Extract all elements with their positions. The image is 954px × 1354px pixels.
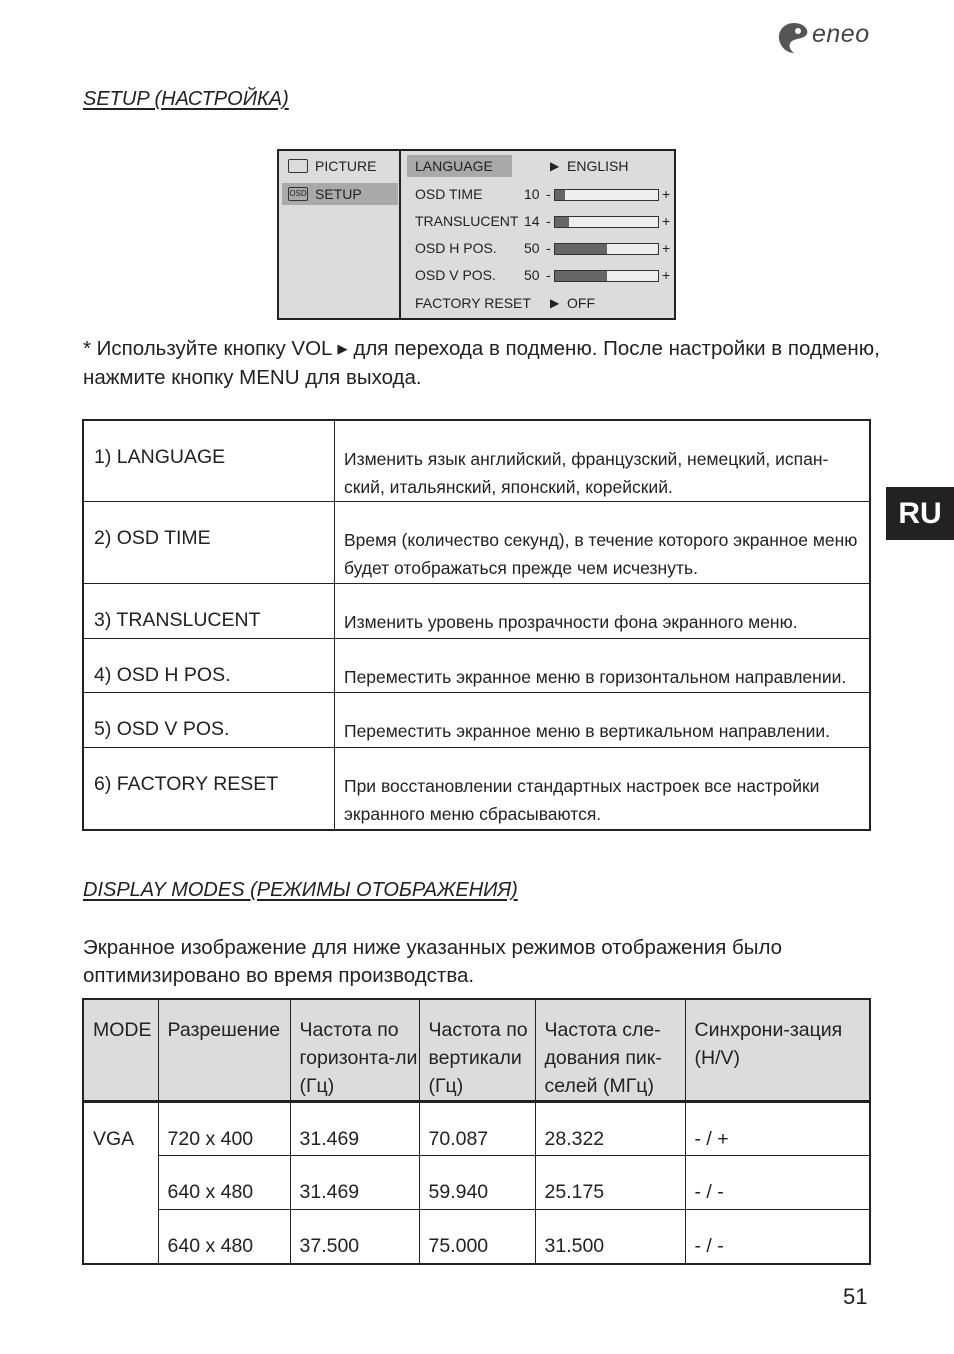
section-title-setup: SETUP (НАСТРОЙКА)	[83, 88, 289, 110]
osd-slider-fill	[555, 271, 607, 281]
minus-sign: -	[546, 240, 551, 256]
column-header: Разрешение	[158, 999, 290, 1102]
setting-name: 4) OSD H POS.	[83, 639, 335, 693]
osd-slider-bar	[554, 216, 659, 228]
eneo-logo-mark	[776, 20, 812, 56]
eneo-logo	[776, 18, 886, 58]
column-header: Частота сле-дования пик-селей (МГц)	[535, 999, 685, 1102]
osd-row-label: OSD H POS.	[415, 240, 497, 256]
table-row	[83, 1102, 870, 1156]
column-header: Частота по горизонта-ли (Гц)	[290, 999, 419, 1102]
osd-slider-bar	[554, 243, 659, 255]
osd-row-v-pos	[407, 264, 672, 286]
osd-row-label: TRANSLUCENT	[415, 213, 519, 229]
minus-sign: -	[546, 213, 551, 229]
page-number: 51	[843, 1284, 868, 1309]
table-header-row	[83, 999, 870, 1102]
osd-menu	[277, 149, 676, 320]
osd-row-h-pos	[407, 237, 672, 259]
table-cell: - / -	[685, 1156, 870, 1210]
table-cell: 31.500	[535, 1210, 685, 1264]
osd-row-osd-time	[407, 183, 672, 205]
osd-slider-bar	[554, 189, 659, 201]
plus-sign: +	[662, 267, 671, 283]
table-cell: 720 x 400	[158, 1102, 290, 1156]
table-cell: 31.469	[290, 1156, 419, 1210]
plus-sign: +	[662, 213, 671, 229]
osd-menu-label: PICTURE	[315, 158, 377, 174]
osd-menu-item-setup	[282, 183, 398, 205]
osd-row-label: LANGUAGE	[407, 155, 512, 177]
table-row	[83, 639, 870, 693]
plus-sign: +	[662, 186, 671, 202]
setting-name: 1) LANGUAGE	[83, 420, 335, 502]
osd-row-label: OSD TIME	[415, 186, 483, 202]
table-cell: 31.469	[290, 1102, 419, 1156]
setting-description: При восстановлении стандартных настроек все настройки экранного меню сбрасываются.	[335, 748, 871, 830]
osd-slider-bar	[554, 270, 659, 282]
table-cell: 70.087	[419, 1102, 535, 1156]
table-row	[83, 1210, 870, 1264]
table-row	[83, 584, 870, 639]
table-cell: 37.500	[290, 1210, 419, 1264]
osd-row-translucent	[407, 210, 672, 232]
play-arrow-icon: ▶	[550, 159, 560, 173]
osd-row-factory-reset	[407, 292, 672, 314]
usage-note: * Используйте кнопку VOL ▸ для перехода в подменю. После настройки в подменю, нажмите кнопку MENU для выхода.	[83, 337, 880, 389]
osd-row-language	[407, 155, 672, 177]
plus-sign: +	[662, 240, 671, 256]
table-row	[83, 420, 870, 502]
column-header: Частота по вертикали (Гц)	[419, 999, 535, 1102]
setting-name: 6) FACTORY RESET	[83, 748, 335, 830]
table-row	[83, 502, 870, 584]
setting-description: Изменить уровень прозрачности фона экранного меню.	[335, 584, 871, 639]
table-row	[83, 693, 870, 748]
osd-row-label: FACTORY RESET	[415, 295, 531, 311]
setting-description: Переместить экранное меню в вертикальном направлении.	[335, 693, 871, 748]
osd-row-value: OFF	[567, 295, 595, 311]
setting-description: Переместить экранное меню в горизонтальном направлении.	[335, 639, 871, 693]
setting-description: Время (количество секунд), в течение которого экранное меню будет отображаться прежде чем исчезнуть.	[335, 502, 871, 584]
table-cell: 59.940	[419, 1156, 535, 1210]
table-cell: 640 x 480	[158, 1210, 290, 1264]
table-cell: - / +	[685, 1102, 870, 1156]
language-tab-ru: RU	[886, 487, 954, 540]
setting-description: Изменить язык английский, французский, немецкий, испан-ский, итальянский, японский, корейский.	[335, 420, 871, 502]
osd-row-value: ENGLISH	[567, 158, 629, 174]
table-row	[83, 1156, 870, 1210]
table-cell: 28.322	[535, 1102, 685, 1156]
play-arrow-icon: ▶	[550, 296, 560, 310]
display-modes-text: Экранное изображение для ниже указанных режимов отображения было оптимизировано во время производства.	[83, 936, 783, 987]
setting-name: 5) OSD V POS.	[83, 693, 335, 748]
logo-text: eneo	[812, 20, 870, 48]
table-cell: 75.000	[419, 1210, 535, 1264]
settings-table	[82, 419, 871, 831]
table-cell: 25.175	[535, 1156, 685, 1210]
osd-row-value: 50	[524, 240, 540, 256]
section-title-display-modes: DISPLAY MODES (РЕЖИМЫ ОТОБРАЖЕНИЯ)	[83, 879, 518, 901]
mode-cell: VGA	[83, 1102, 158, 1264]
setting-name: 3) TRANSLUCENT	[83, 584, 335, 639]
osd-row-value: 10	[524, 186, 540, 202]
minus-sign: -	[546, 186, 551, 202]
column-header: MODE	[83, 999, 158, 1102]
osd-slider-fill	[555, 217, 569, 227]
osd-row-value: 50	[524, 267, 540, 283]
osd-slider-fill	[555, 244, 607, 254]
osd-menu-item-picture	[282, 155, 398, 177]
table-cell: 640 x 480	[158, 1156, 290, 1210]
osd-main-menu	[279, 151, 401, 318]
minus-sign: -	[546, 267, 551, 283]
table-cell: - / -	[685, 1210, 870, 1264]
column-header: Синхрони-зация (H/V)	[685, 999, 870, 1102]
osd-slider-fill	[555, 190, 565, 200]
osd-icon: OSD	[288, 187, 308, 201]
osd-row-value: 14	[524, 213, 540, 229]
osd-row-label: OSD V POS.	[415, 267, 496, 283]
osd-menu-label: SETUP	[315, 186, 362, 202]
table-row	[83, 748, 870, 830]
display-modes-table	[82, 998, 871, 1265]
picture-icon	[288, 159, 308, 173]
setting-name: 2) OSD TIME	[83, 502, 335, 584]
